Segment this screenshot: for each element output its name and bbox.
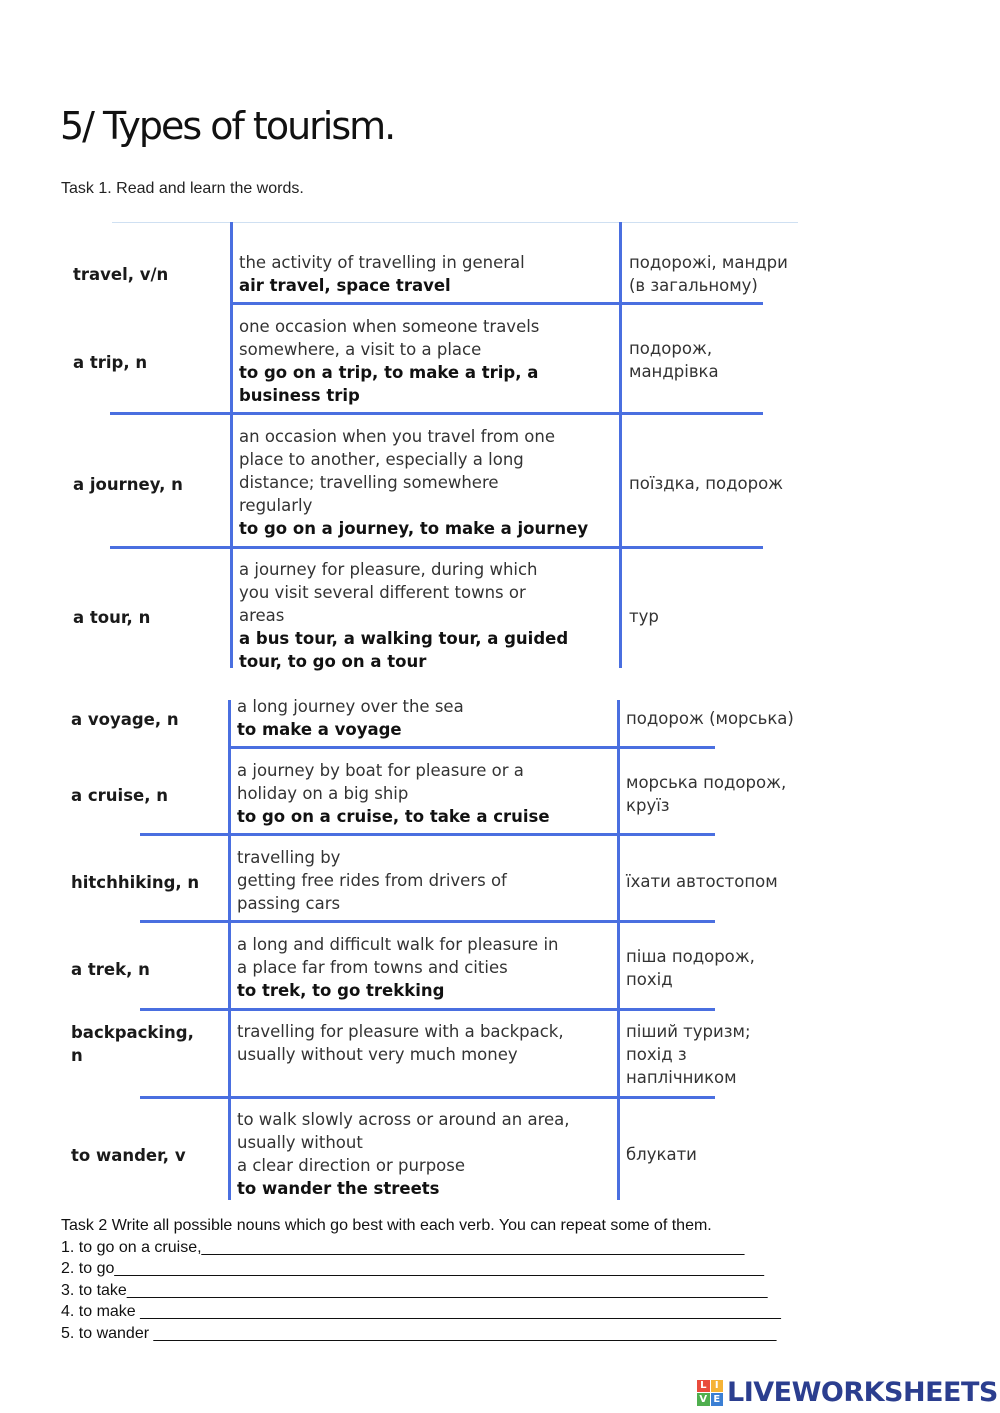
definition-line: the activity of travelling in general (239, 253, 525, 272)
translation-line: подорож (морська) (626, 709, 794, 728)
vocab-term: a voyage, n (71, 710, 179, 729)
translation-line: поїздка, подорож (629, 474, 784, 493)
definition-line: place to another, especially a long (239, 450, 524, 469)
table-row-divider (140, 1096, 715, 1099)
table-row-divider (110, 546, 763, 549)
table-row-divider (110, 412, 763, 415)
translation-line: піший туризм; (626, 1022, 751, 1041)
table-column-divider (230, 222, 233, 668)
liveworksheets-logo (697, 1377, 998, 1408)
example-line: to go on a trip, to make a trip, a (239, 363, 539, 382)
example-line: to go on a journey, to make a journey (239, 519, 589, 538)
logo-mark-letter: L (697, 1380, 710, 1393)
vocab-definition (237, 695, 622, 741)
example-line: a bus tour, a walking tour, a guided (239, 629, 569, 648)
translation-line: похід з (626, 1045, 687, 1064)
example-line: to make a voyage (237, 720, 402, 739)
example-line: air travel, space travel (239, 276, 451, 295)
translation-line: похід (626, 970, 673, 989)
logo-mark-icon (697, 1380, 723, 1406)
logo-text: LIVEWORKSHEETS (727, 1377, 998, 1408)
definition-line: somewhere, a visit to a place (239, 340, 482, 359)
table-top-divider (112, 222, 798, 223)
vocab-term: a cruise, n (71, 786, 168, 805)
translation-line: подорож, (629, 339, 713, 358)
example-line: to trek, to go trekking (237, 981, 445, 1000)
logo-mark-letter: E (711, 1393, 724, 1406)
definition-line: passing cars (237, 894, 341, 913)
definition-line: you visit several different towns or (239, 583, 526, 602)
vocab-translation (629, 337, 829, 383)
table-row-divider (230, 746, 715, 749)
table-row-divider (230, 302, 763, 305)
table-row-divider (140, 1008, 715, 1011)
translation-line: мандрівка (629, 362, 719, 381)
translation-line: блукати (626, 1145, 697, 1164)
definition-line: to walk slowly across or around an area, (237, 1110, 570, 1129)
table-row-divider (140, 833, 715, 836)
vocab-term: a trek, n (71, 960, 150, 979)
vocab-definition (239, 558, 624, 673)
example-line: business trip (239, 386, 360, 405)
definition-line: an occasion when you travel from one (239, 427, 555, 446)
vocab-translation (626, 1143, 826, 1166)
definition-line: a journey for pleasure, during which (239, 560, 538, 579)
definition-line: usually without very much money (237, 1045, 518, 1064)
vocab-definition (237, 933, 622, 1002)
translation-line: круїз (626, 796, 670, 815)
example-line: to go on a cruise, to take a cruise (237, 807, 550, 826)
definition-line: a long and difficult walk for pleasure in (237, 935, 559, 954)
vocab-definition (239, 315, 624, 407)
task2-item[interactable]: 5. to wander ______________________________________________________________________ (61, 1324, 777, 1342)
definition-line: a clear direction or purpose (237, 1156, 466, 1175)
definition-line: getting free rides from drivers of (237, 871, 507, 890)
vocab-term: to wander, v (71, 1146, 186, 1165)
definition-line: regularly (239, 496, 313, 515)
page-title: 5/ Types of tourism. (60, 104, 395, 148)
vocab-definition (237, 1108, 622, 1200)
vocab-term: hitchhiking, n (71, 873, 200, 892)
table-column-divider (228, 700, 231, 1200)
translation-line: подорожі, мандри (629, 253, 788, 272)
vocab-definition (237, 846, 622, 915)
table-row-divider (140, 920, 715, 923)
task1-instruction: Task 1. Read and learn the words. (61, 180, 304, 197)
vocab-term: backpacking, n (71, 1023, 194, 1065)
definition-line: one occasion when someone travels (239, 317, 540, 336)
task2-section (61, 1215, 781, 1344)
vocab-definition (239, 425, 624, 540)
translation-line: морська подорож, (626, 773, 787, 792)
vocab-definition (237, 1020, 622, 1066)
translation-line: наплічником (626, 1068, 737, 1087)
vocab-translation (626, 707, 826, 730)
example-line: tour, to go on a tour (239, 652, 427, 671)
definition-line: distance; travelling somewhere (239, 473, 499, 492)
translation-line: (в загальному) (629, 276, 758, 295)
translation-line: піша подорож, (626, 947, 755, 966)
logo-mark-letter: V (697, 1393, 710, 1406)
vocab-term: travel, v/n (73, 265, 169, 284)
vocab-definition (237, 759, 622, 828)
vocab-term: a trip, n (73, 353, 148, 372)
definition-line: a place far from towns and cities (237, 958, 508, 977)
task2-item[interactable]: 4. to make ________________________________________________________________________ (61, 1303, 781, 1320)
definition-line: holiday on a big ship (237, 784, 409, 803)
translation-line: їхати автостопом (626, 872, 778, 891)
vocab-term: a tour, n (73, 608, 151, 627)
vocab-translation (626, 771, 826, 817)
definition-line: usually without (237, 1133, 363, 1152)
task2-item[interactable]: 3. to take________________________________________________________________________ (61, 1281, 768, 1299)
vocab-term: a journey, n (73, 475, 183, 494)
task2-item[interactable]: 1. to go on a cruise,_____________________________________________________________ (61, 1238, 745, 1256)
vocab-translation (626, 1020, 826, 1089)
example-line: to wander the streets (237, 1179, 440, 1198)
logo-mark-letter: I (711, 1380, 724, 1393)
task2-instruction: Task 2 Write all possible nouns which go best with each verb. You can repeat some of them. (61, 1217, 712, 1234)
vocab-translation (629, 251, 829, 297)
definition-line: a long journey over the sea (237, 697, 464, 716)
definition-line: areas (239, 606, 285, 625)
definition-line: travelling by (237, 848, 341, 867)
task2-item[interactable]: 2. to go_________________________________________________________________________ (61, 1260, 764, 1277)
vocab-translation (629, 472, 829, 495)
vocab-translation (626, 945, 826, 991)
definition-line: a journey by boat for pleasure or a (237, 761, 524, 780)
vocab-translation (629, 605, 829, 628)
translation-line: тур (629, 607, 659, 626)
vocab-definition (239, 251, 624, 297)
vocab-translation (626, 870, 826, 893)
definition-line: travelling for pleasure with a backpack, (237, 1022, 564, 1041)
